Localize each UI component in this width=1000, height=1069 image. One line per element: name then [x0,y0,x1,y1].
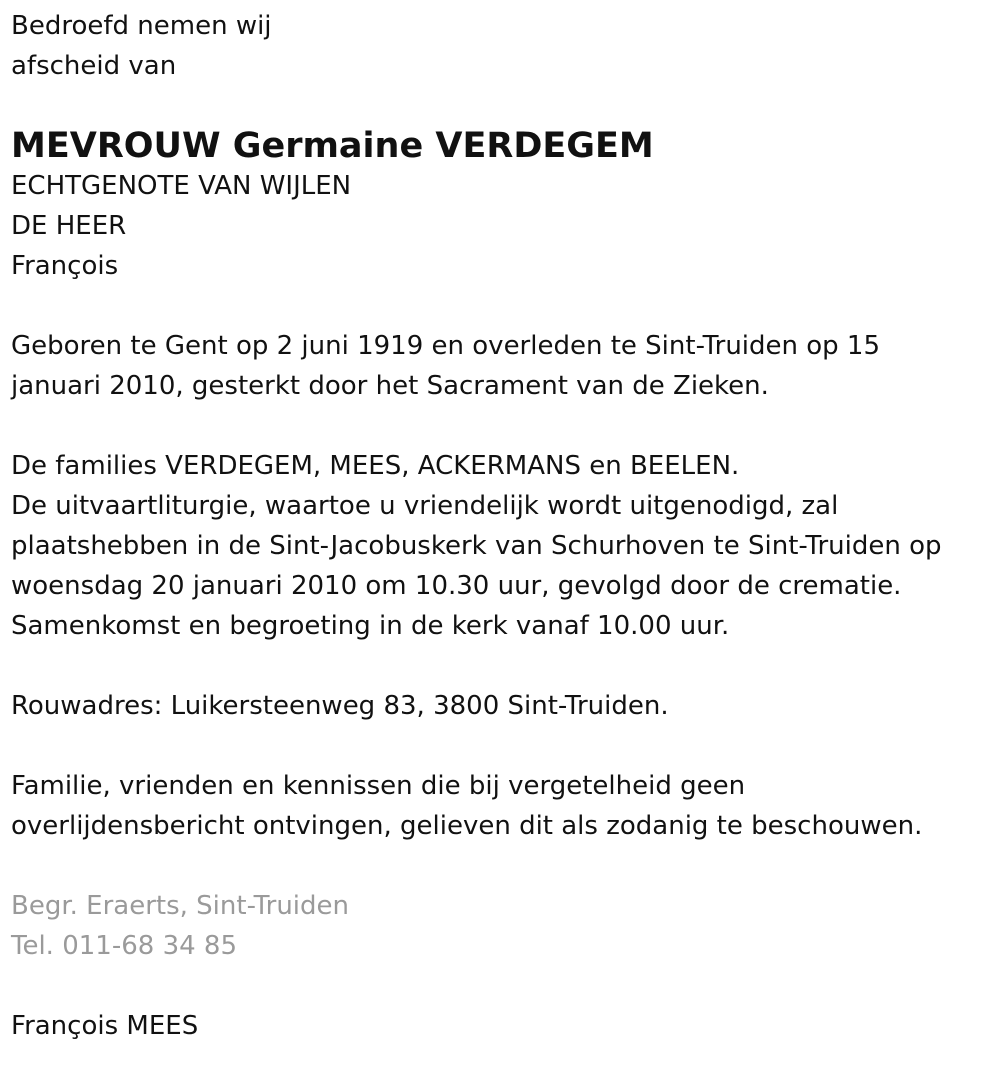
spacer [11,646,991,686]
funeral-line-4: Samenkomst en begroeting in de kerk vanaf 10.00 uur. [11,611,730,641]
spacer [11,86,991,126]
spacer [11,846,991,886]
spacer [11,286,991,326]
deceased-name: MEVROUW Germaine VERDEGEM [11,126,654,166]
relation-line-2: DE HEER [11,211,127,241]
spacer [11,726,991,766]
spacer [11,406,991,446]
obituary-notice [11,6,991,1046]
undertaker-phone: Tel. 011-68 34 85 [11,931,238,961]
signature: François MEES [11,1011,199,1041]
intro-line-2: afscheid van [11,51,177,81]
funeral-line-2: plaatshebben in de Sint-Jacobuskerk van Schurhoven te Sint-Truiden op [11,531,942,561]
notice-line-2: overlijdensbericht ontvingen, gelieven dit als zodanig te beschouwen. [11,811,923,841]
undertaker-name: Begr. Eraerts, Sint-Truiden [11,891,349,921]
funeral-line-3: woensdag 20 januari 2010 om 10.30 uur, gevolgd door de crematie. [11,571,902,601]
spacer [11,966,991,1006]
intro-line-1: Bedroefd nemen wij [11,11,272,41]
relation-line-1: ECHTGENOTE VAN WIJLEN [11,171,352,201]
mourning-address: Rouwadres: Luikersteenweg 83, 3800 Sint-Truiden. [11,691,669,721]
relation-line-3: François [11,251,119,281]
funeral-line-1: De uitvaartliturgie, waartoe u vriendelijk wordt uitgenodigd, zal [11,491,839,521]
families-line: De families VERDEGEM, MEES, ACKERMANS en BEELEN. [11,451,740,481]
birth-death-line-1: Geboren te Gent op 2 juni 1919 en overleden te Sint-Truiden op 15 [11,331,881,361]
notice-line-1: Familie, vrienden en kennissen die bij vergetelheid geen [11,771,746,801]
birth-death-line-2: januari 2010, gesterkt door het Sacrament van de Zieken. [11,371,769,401]
